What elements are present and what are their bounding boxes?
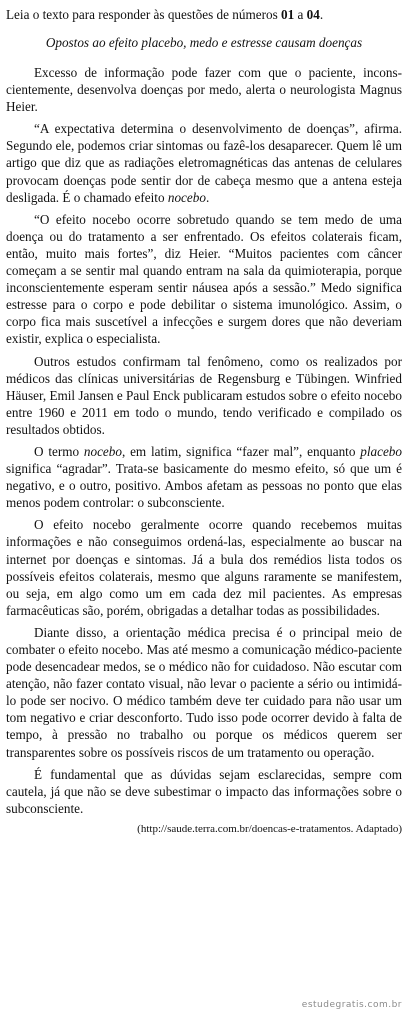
- paragraph-7: Diante disso, a orientação médica precisa é o principal meio de combater o efeito nocebo. Mas até mesmo a comunicação médico-paciente pode desencadear medos, se o médico não for cuidadoso. Não escutar com atenção, não fazer contato visual, não levar o paciente a sério ou intimidá-lo pode ser nocivo. O médico também deve ter cuidado para não usar um tom negativo e criar desconforto. Tudo isso pode ocorrer devido à falta de tempo, à pressão no trabalho ou porque os médicos querem ser transparentes sobre os possíveis riscos de um tratamento ou operação.: [6, 624, 402, 760]
- paragraph-3: “O efeito nocebo ocorre sobretudo quando se tem medo de uma doença ou do tratamento a ser enfrentado. Os efeitos colaterais ficam, então, muito mais fortes”, diz Heier. “Muitos pacientes com câncer começam a se sentir mal quando entram na sala da quimioterapia, porque inconscientemente esperam sentir náusea após a sessão.” Medo significa estresse para o corpo e pode debilitar o sistema imunológico. Assim, o corpo fica mais suscetível a infecções e surgem dores que não deveriam existir, explica o especialista.: [6, 211, 402, 347]
- paragraph-2: “A expectativa determina o desenvolvimento de doenças”, afirma. Segundo ele, podemos criar sintomas ou fazê-los desaparecer. Quem lê um artigo que diz que as radiações eletromagnéticas das antenas de celulares provocam doenças pode sentir dor de cabeça mesmo que a antena esteja desligada. É o chamado efeito nocebo.: [6, 121, 402, 205]
- instruction-period: .: [319, 7, 324, 22]
- document-page: [6, 6, 402, 837]
- paragraph-8: É fundamental que as dúvidas sejam esclarecidas, sempre com cautela, já que não se deve subestimar o impacto das informações sobre o subconsciente.: [6, 766, 402, 816]
- italic-term-nocebo: nocebo: [83, 443, 122, 459]
- source-citation: (http://saude.terra.com.br/doencas-e-tratamentos. Adaptado): [137, 822, 402, 835]
- paragraph-5: O termo nocebo, em latim, significa “fazer mal”, enquanto placebo significa “agradar”. Trata-se basicamente do mesmo efeito, só que um é negativo, e o outro, positivo. Ambos afetam as pessoas no ponto que elas menos podem controlar: o subconsciente.: [6, 443, 402, 511]
- question-end-number: 04: [306, 7, 320, 22]
- paragraph-4: Outros estudos confirmam tal fenômeno, como os realizados por médicos das clínicas universitárias de Regensburg e Tübingen. Winfried Häuser, Emil Jansen e Paul Enck publicaram estudos sobre o efeito nocebo entre 1960 e 2011 em todo o mundo, tendo verificado e compilado os resultados obtidos.: [6, 353, 402, 437]
- site-watermark: estudegratis.com.br: [301, 1000, 402, 1010]
- article-title: Opostos ao efeito placebo, medo e estresse causam doenças: [45, 35, 363, 50]
- instruction-text: Leia o texto para responder às questões de números: [6, 7, 282, 22]
- question-start-number: 01: [281, 7, 295, 22]
- instruction-line: [6, 6, 402, 24]
- paragraph-6: O efeito nocebo geralmente ocorre quando recebemos muitas informações e não conseguimos ordená-las, especialmente ao buscar na internet por doenças e sintomas. Já a bula dos remédios lista todos os possíveis efeitos colaterais, mesmo que alguns raramente se manifestem, ou seja, em algo como um em cada dez mil pacientes. As empresas farmacêuticas são, porém, obrigadas a detalhar todas as possibilidades.: [6, 517, 402, 618]
- paragraph-1: Excesso de informação pode fazer com que o paciente, inconscientemente, desenvolva doenças por medo, alerta o neurologista Magnus Heier.: [6, 65, 402, 115]
- instruction-connector: a: [294, 7, 307, 22]
- italic-term-nocebo: nocebo: [167, 189, 206, 205]
- italic-term-placebo: placebo: [360, 443, 402, 459]
